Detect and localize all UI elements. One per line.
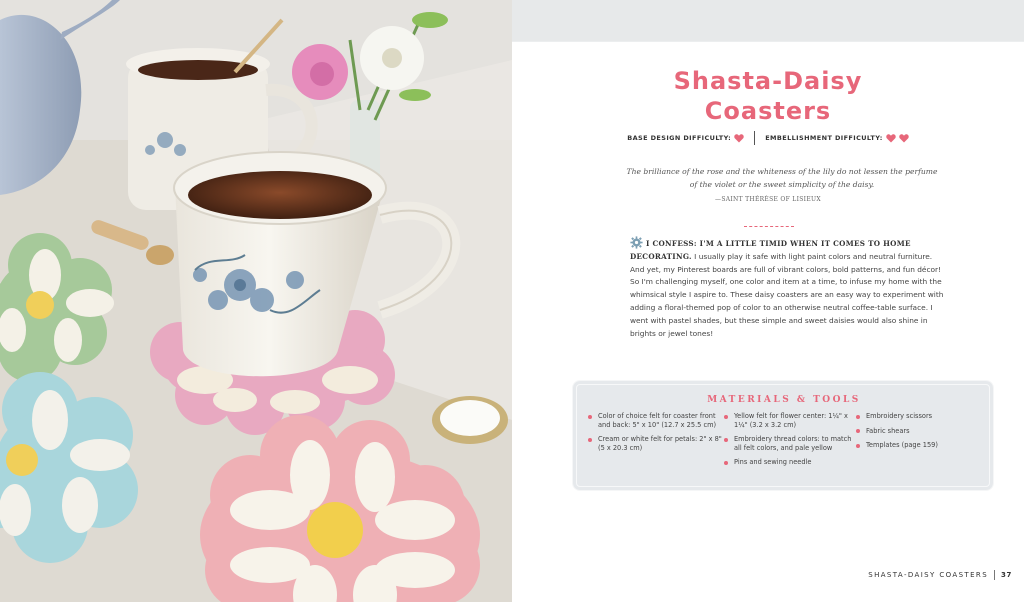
materials-columns xyxy=(587,412,983,473)
list-item: Pins and sewing needle xyxy=(723,458,855,467)
list-item: Embroidery scissors xyxy=(855,412,975,421)
embellishment-difficulty-label: EMBELLISHMENT DIFFICULTY: xyxy=(765,134,883,142)
list-item: Embroidery thread colors: to match all felt colors, and pale yellow xyxy=(723,435,855,452)
difficulty-divider xyxy=(754,131,755,145)
page-footer xyxy=(852,570,1012,580)
list-item: Cream or white felt for petals: 2" x 8" (5 x 20.3 cm) xyxy=(587,435,723,452)
footer-divider xyxy=(994,570,995,580)
heart-icon xyxy=(886,134,896,143)
footer-section-title: SHASTA-DAISY COASTERS xyxy=(868,571,989,579)
page-title-line1: Shasta-Daisy xyxy=(673,67,863,95)
materials-column-3 xyxy=(855,412,975,473)
heart-icon xyxy=(734,134,744,143)
materials-title: MATERIALS & TOOLS xyxy=(707,395,861,405)
dashed-divider xyxy=(744,226,794,227)
embellishment-difficulty xyxy=(765,134,909,143)
base-difficulty-label: BASE DESIGN DIFFICULTY: xyxy=(627,134,732,142)
page-title-line2: Coasters xyxy=(704,97,832,125)
materials-column-1 xyxy=(587,412,723,473)
heart-icon xyxy=(899,134,909,143)
epigraph-quote: The brilliance of the rose and the whiteness of the lily do not lessen the perfume of the violet or the sweet simplicity of the daisy. xyxy=(626,167,938,189)
sugar-dish xyxy=(432,396,508,444)
materials-box xyxy=(572,380,994,491)
right-page xyxy=(512,0,1024,602)
page-header-band xyxy=(512,0,1024,42)
difficulty-rating xyxy=(512,130,1024,146)
list-item: Fabric shears xyxy=(855,427,975,436)
intro-lead: I CONFESS: I'M A LITTLE TIMID WHEN IT COMES TO HOME DECORATING. xyxy=(630,239,911,261)
materials-column-2 xyxy=(723,412,855,473)
epigraph-attribution: —SAINT THÉRÈSE OF LISIEUX xyxy=(715,196,821,203)
list-item: Yellow felt for flower center: 1¼" x 1¼" (3.2 x 3.2 cm) xyxy=(723,412,855,429)
base-difficulty xyxy=(627,134,744,143)
gear-icon xyxy=(630,236,643,249)
intro-paragraph xyxy=(630,236,948,340)
intro-text: I usually play it safe with light paint colors and neutral furniture. And yet, my Pinterest boards are full of vibrant colors, bold patterns, and fun décor! So I'm challenging myself, one color and item at a time, to infuse my home with the whimsical style I aspire to. These daisy coasters are an easy way to experiment with adding a floral-themed pop of color to an otherwise neutral coffee-table surface. I went with pastel shades, but these simple and sweet daisies would also shine in brights or jewel tones! xyxy=(630,251,944,338)
page-number: 37 xyxy=(1001,571,1012,579)
list-item: Color of choice felt for coaster front and back: 5" x 10" (12.7 x 25.5 cm) xyxy=(587,412,723,429)
list-item: Templates (page 159) xyxy=(855,441,975,450)
